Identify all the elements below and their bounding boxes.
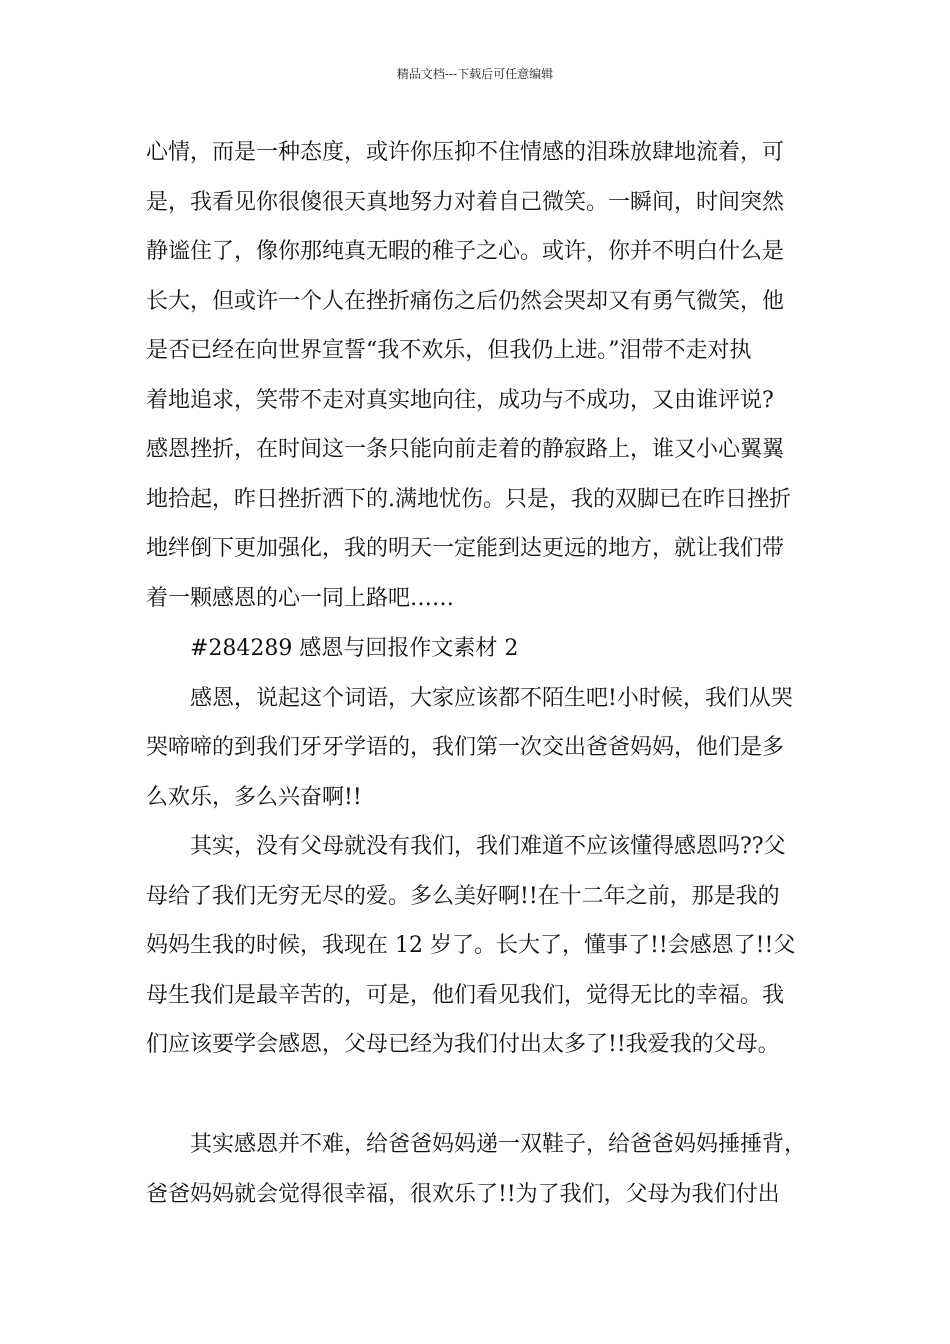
- text-line: 们应该要学会感恩，父母已经为我们付出太多了!!我爱我的父母。: [146, 1032, 780, 1057]
- text-line: 母生我们是最辛苦的，可是，他们看见我们，觉得无比的幸福。我: [146, 982, 785, 1008]
- body-block-2: [146, 624, 816, 1070]
- text-line: 地拾起，昨日挫折洒下的.满地忧伤。只是，我的双脚已在昨日挫折: [146, 486, 791, 512]
- text-line: 长大，但或许一个人在挫折痛伤之后仍然会哭却又有勇气微笑，他: [146, 288, 785, 314]
- text-line: 着地追求，笑带不走对真实地向往，成功与不成功，又由谁评说?: [146, 387, 774, 413]
- body-block-1: [146, 128, 816, 623]
- text-line: 么欢乐，多么兴奋啊!!: [146, 784, 362, 810]
- text-line: 静谧住了，像你那纯真无暇的稚子之心。或许，你并不明白什么是: [146, 239, 785, 264]
- body-block-3: [146, 1120, 816, 1219]
- text-line: 妈妈生我的时候，我现在 12 岁了。长大了，懂事了!!会感恩了!!父: [146, 933, 796, 958]
- text-line: 其实，没有父母就没有我们，我们难道不应该懂得感恩吗??父: [190, 834, 786, 859]
- page-header: 精品文档---下载后可任意编辑: [396, 67, 554, 81]
- text-line: 感恩，说起这个词语，大家应该都不陌生吧!小时候，我们从哭: [190, 685, 793, 711]
- text-line: 是否已经在向世界宣誓“我不欢乐，但我仍上进。”泪带不走对执: [146, 338, 752, 363]
- text-line: 感恩挫折，在时间这一条只能向前走着的静寂路上，谁又小心翼翼: [146, 437, 785, 462]
- text-line: 其实感恩并不难，给爸爸妈妈递一双鞋子，给爸爸妈妈捶捶背，: [190, 1132, 807, 1157]
- text-line: 哭啼啼的到我们牙牙学语的，我们第一次交出爸爸妈妈，他们是多: [146, 735, 785, 760]
- text-line: 是，我看见你很傻很天真地努力对着自己微笑。一瞬间，时间突然: [146, 189, 785, 215]
- section-heading: #284289 感恩与回报作文素材 2: [190, 636, 519, 661]
- text-line: 着一颗感恩的心一同上路吧……: [146, 585, 455, 611]
- text-line: 母给了我们无穷无尽的爱。多么美好啊!!在十二年之前，那是我的: [146, 883, 780, 909]
- text-line: 心情，而是一种态度，或许你压抑不住情感的泪珠放肆地流着，可: [146, 140, 785, 165]
- text-line: 爸爸妈妈就会觉得很幸福，很欢乐了!!为了我们，父母为我们付出: [146, 1181, 780, 1207]
- text-line: 地绊倒下更加强化，我的明天一定能到达更远的地方，就让我们带: [146, 536, 785, 561]
